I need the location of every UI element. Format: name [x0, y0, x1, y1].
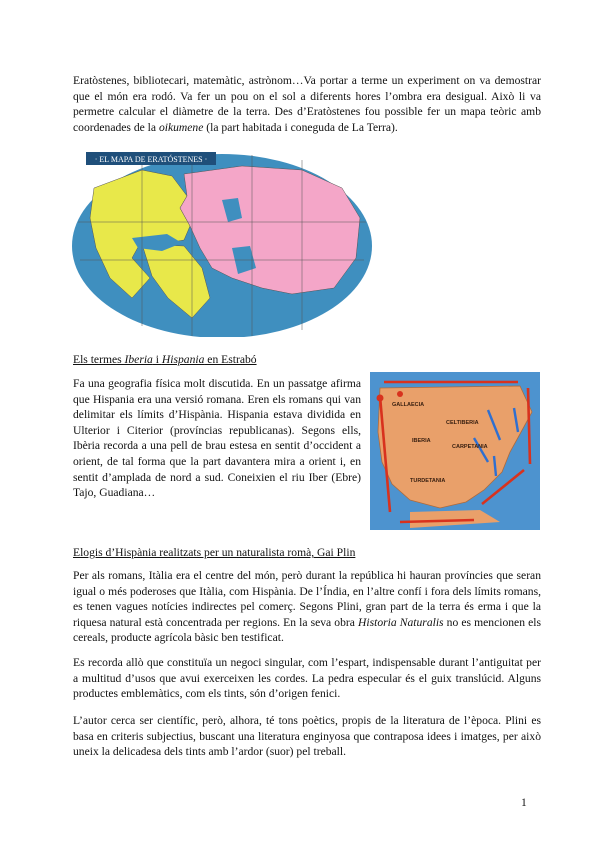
historia-naturalis-title: Historia Naturalis: [358, 615, 444, 629]
map-label-carpetania: CARPETANIA: [452, 444, 488, 450]
eratosthenes-map: [72, 148, 372, 337]
map-banner-title: · EL MAPA DE ERATÓSTENES ·: [94, 155, 208, 164]
intro-paragraph: Eratòstenes, bibliotecari, matemàtic, astrònom…Va portar a terme un experiment on va demostrar que el món era rodó. Va fer un pou on el sol a diferents hores l’ombra era desigual. Això li va permetre calcular el diàmetre de la terra. Des d’Eratòstenes fou possible fer un mapa teòric amb coordenades de la oikumene (la part habitada i coneguda de La Terra).: [73, 74, 541, 134]
section2-paragraph-2: Es recorda allò que constituïa un negoci singular, com l’espart, indispensable durant l’antiguitat per a multitud d’usos que avui exerceixen les cordes. La pedra especular és el guix translúcid. Alguns productes emblemàtics, com els tints, són d’origen fenici.: [73, 656, 541, 701]
section1-paragraph: Fa una geografia física molt discutida. En un passatge afirma que Hispania era una versió romana. Eren els romans qui van delimitar els límits d’Hispània. Hispania estava dividida en Ulterior i Citerior (províncias republicanas). Segons ells, Ibèria recorda a una pell de brau estesa en sentit d’occident a orient, de tal forma que la part davantera mira a orient i, en sentit d’amplada de nord a sud. Coneixien el riu Iber (Ebre) Tajo, Guadiana…: [73, 377, 361, 500]
map-label-iberia: IBERIA: [412, 438, 431, 444]
map-label-gallaecia: GALLAECIA: [392, 402, 425, 408]
map-label-turdetania: TURDETANIA: [410, 478, 446, 484]
iberia-map: [370, 372, 540, 530]
page-number: 1: [521, 796, 527, 809]
section2-paragraph-3: L’autor cerca ser científic, però, alhora, té tons poètics, propis de la literatura de l’època. Plini es basa en criteris subjectius, buscant una literatura enginyosa que contraposa idees i imatges, per això uneix la delicadesa dels tints amb l’ardor (suor) pel treball.: [73, 714, 541, 759]
map-label-celtiberia: CELTIBERIA: [446, 420, 479, 426]
section2-heading: Elogis d’Hispània realitzats per un naturalista romà, Gai Plin: [73, 546, 356, 559]
section2-paragraph-1: Per als romans, Itàlia era el centre del món, però durant la república hi hauran províncies que seran igual o més poderoses que Itàlia, com Hispània. De l’Índia, en l’altre confí i fora dels límits romans, es tenen vagues notícies indirectes pel comerç. Segons Plini, gran part de la terra és erma i que la riquesa natural està concentrada per regions. En la seva obra Historia Naturalis no es mencionen els cereals, producte agrícola bàsic ben testificat.: [73, 569, 541, 645]
section1-heading: Els termes Iberia i Hispania en Estrabó: [73, 353, 257, 366]
oikumene-term: oikumene: [158, 120, 204, 134]
